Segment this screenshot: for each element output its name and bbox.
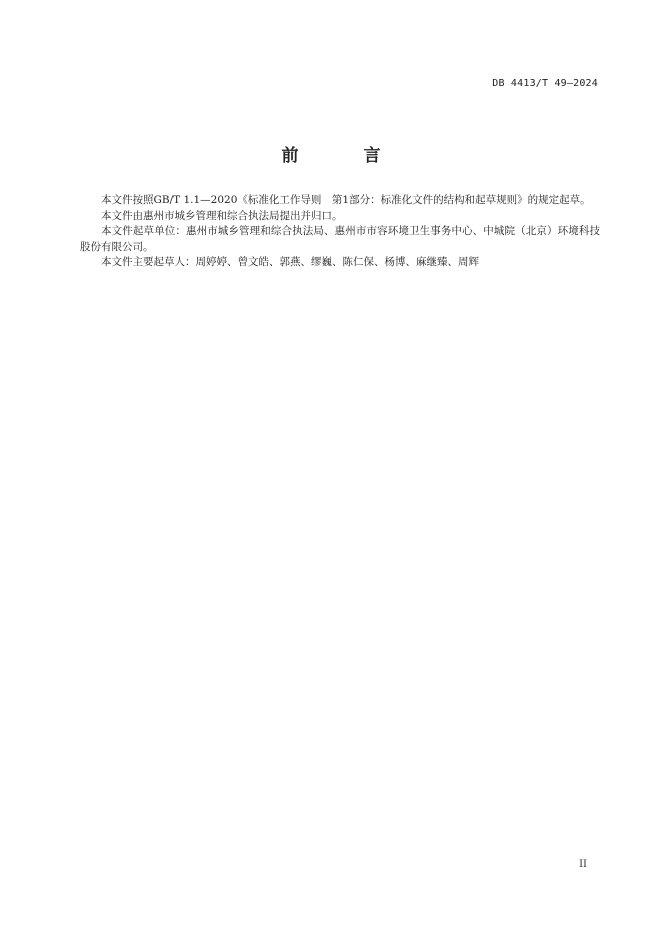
paragraph-drafting-units: 本文件起草单位：惠州市城乡管理和综合执法局、惠州市市容环境卫生事务中心、中城院（北京）环境科技股份有限公司。	[80, 225, 600, 253]
paragraph-proposer: 本文件由惠州市城乡管理和综合执法局提出并归口。	[101, 209, 343, 222]
preface-body	[80, 193, 600, 271]
document-code: DB 4413/T 49—2024	[492, 78, 598, 89]
paragraph-main-drafters: 本文件主要起草人：周婷婷、曾文皓、郭燕、缪巍、陈仁保、杨博、麻继臻、周辉	[101, 256, 479, 268]
page-number: II	[579, 859, 587, 870]
page-title: 前 言	[281, 146, 405, 166]
paragraph-drafting-basis: 本文件按照GB/T 1.1—2020《标准化工作导则 第1部分：标准化文件的结构和起草规则》的规定起草。	[101, 194, 591, 206]
